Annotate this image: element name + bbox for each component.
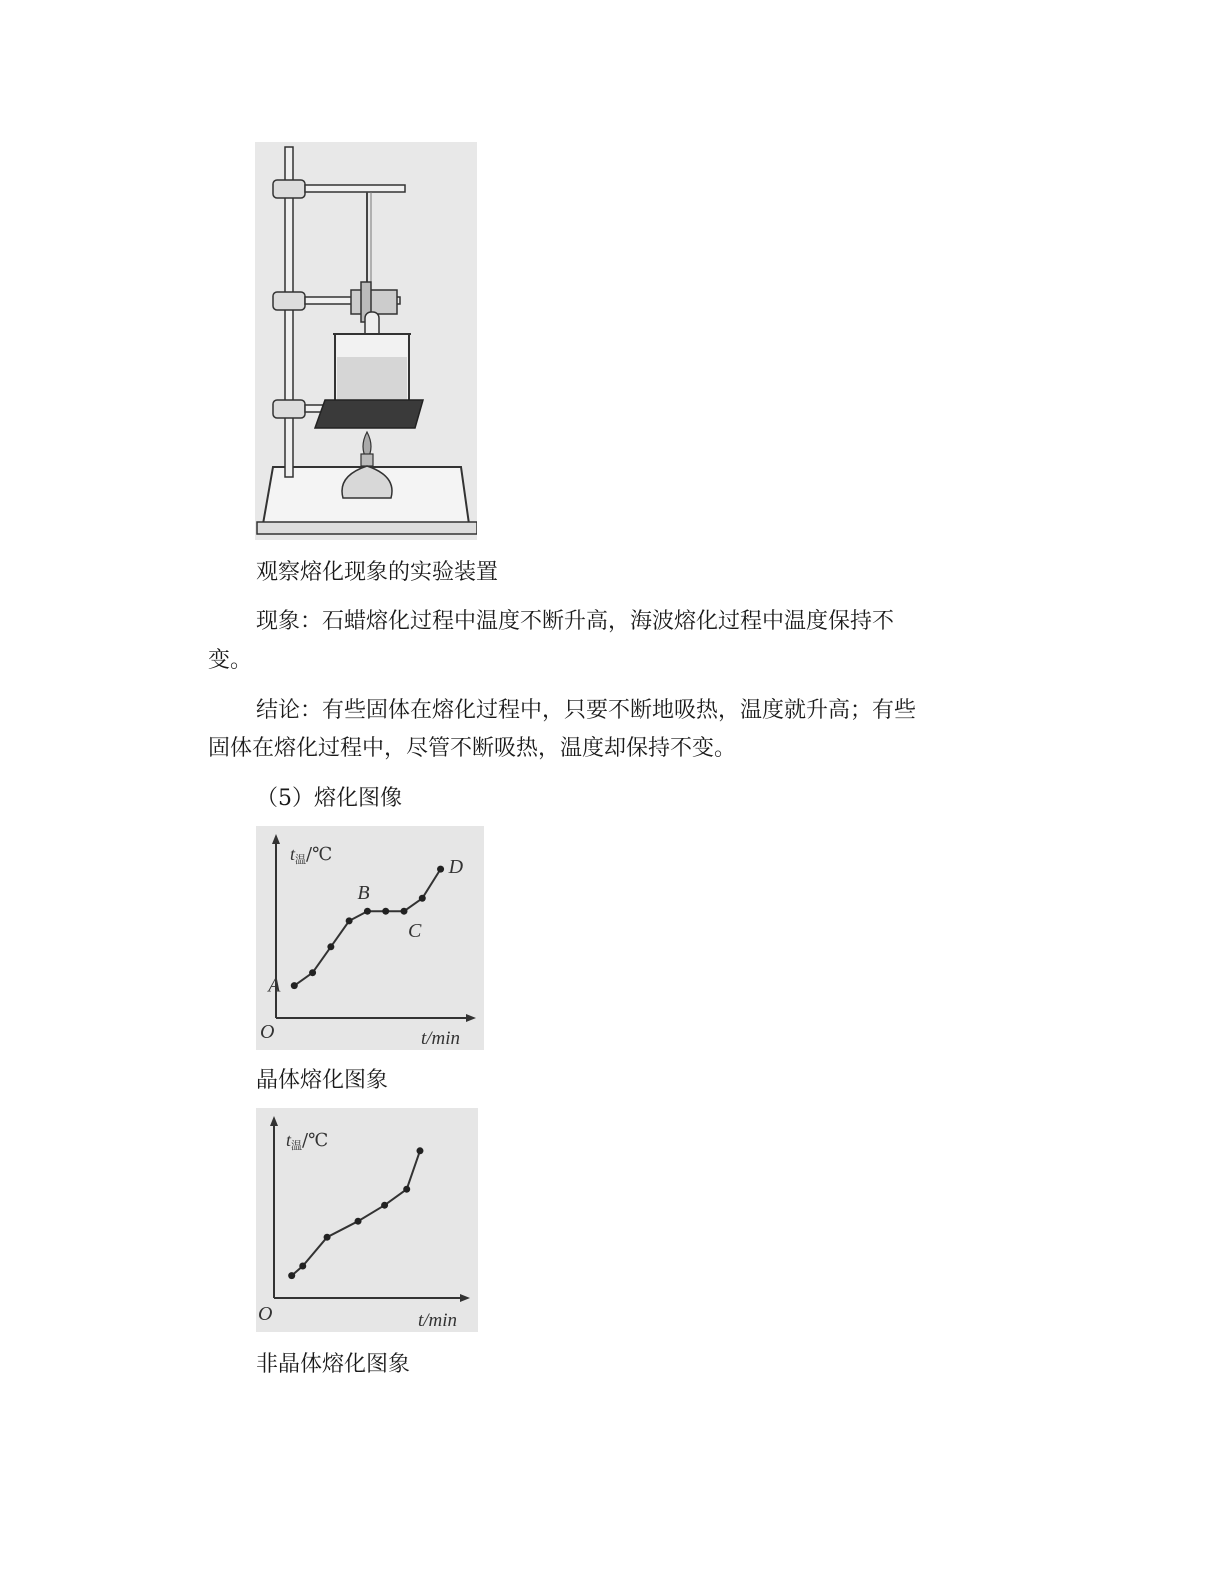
amorphous-origin-label: O xyxy=(258,1303,273,1325)
point-label-C: C xyxy=(408,920,422,943)
point-label-D: D xyxy=(448,856,464,879)
amorphous-chart-plot xyxy=(256,1108,478,1332)
crystal-x-label: t/min xyxy=(421,1028,461,1049)
crystal-y-label-t: t xyxy=(290,844,296,864)
crystal-y-label-unit: /℃ xyxy=(306,844,333,865)
amorphous-y-label-sub: 温 xyxy=(291,1139,303,1152)
crystal-data-point xyxy=(419,895,426,902)
crystal-y-label-sub: 温 xyxy=(295,853,307,866)
crystal-caption: 晶体熔化图象 xyxy=(256,1068,389,1093)
figure1-caption: 观察熔化现象的实验装置 xyxy=(256,560,499,585)
amorphous-data-point xyxy=(355,1218,362,1225)
amorphous-y-label-t: t xyxy=(286,1130,292,1150)
apparatus-illustration xyxy=(255,142,477,540)
phenomenon-line2: 变。 xyxy=(208,648,253,673)
amorphous-data-point xyxy=(324,1234,331,1241)
conclusion-line1: 结论：有些固体在熔化过程中，只要不断地吸热，温度就升高；有些 xyxy=(256,698,917,723)
crystal-data-point xyxy=(346,917,353,924)
section-heading: （5）熔化图像 xyxy=(256,786,402,811)
crystal-data-point xyxy=(401,908,408,915)
amorphous-x-label: t/min xyxy=(418,1310,458,1331)
amorphous-data-point xyxy=(381,1202,388,1209)
crystal-data-point xyxy=(364,908,371,915)
amorphous-data-point xyxy=(416,1147,423,1154)
point-label-B: B xyxy=(357,882,370,905)
amorphous-chart xyxy=(256,1108,478,1332)
crystal-data-point xyxy=(437,866,444,873)
point-label-A: A xyxy=(268,974,281,997)
crystal-chart-plot xyxy=(256,826,484,1050)
apparatus-figure xyxy=(255,142,477,540)
crystal-origin-label: O xyxy=(260,1021,275,1043)
amorphous-y-label-unit: /℃ xyxy=(302,1130,329,1151)
crystal-data-point xyxy=(327,943,334,950)
phenomenon-line1: 现象：石蜡熔化过程中温度不断升高，海波熔化过程中温度保持不 xyxy=(256,609,895,634)
crystal-data-point xyxy=(382,908,389,915)
amorphous-data-point xyxy=(299,1263,306,1270)
crystal-data-point xyxy=(309,969,316,976)
amorphous-data-point xyxy=(288,1272,295,1279)
crystal-chart xyxy=(256,826,484,1050)
crystal-data-point xyxy=(291,982,298,989)
amorphous-data-point xyxy=(403,1186,410,1193)
amorphous-caption: 非晶体熔化图象 xyxy=(256,1352,411,1377)
conclusion-line2: 固体在熔化过程中，尽管不断吸热，温度却保持不变。 xyxy=(208,736,737,761)
